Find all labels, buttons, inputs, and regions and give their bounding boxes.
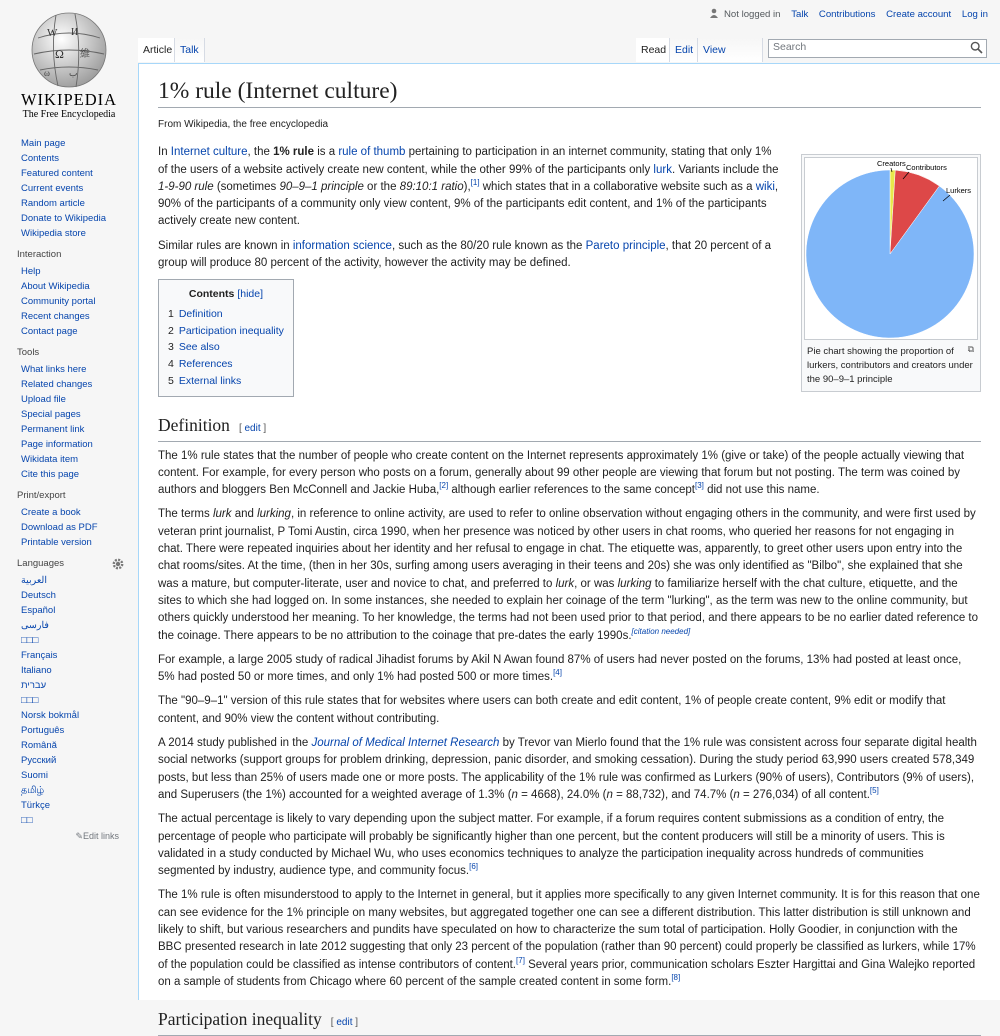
toc-label[interactable]: External links <box>178 374 242 387</box>
sidebar-item[interactable]: தமிழ் <box>21 785 45 796</box>
edit-section-link[interactable]: edit <box>244 422 261 434</box>
pie-label: Contributors <box>906 163 947 173</box>
sidebar <box>0 136 138 850</box>
text: The terms <box>158 508 213 521</box>
text: Several years prior, communication scholars Eszter Hargittai and Gina Walejko reported on a sample of students from Chicago where 60 percent of the sample created content in some form. <box>158 958 976 988</box>
text: , or was <box>574 577 618 590</box>
text: or the <box>363 180 400 193</box>
toc-number: 4 <box>168 358 174 371</box>
sidebar-item[interactable]: Featured content <box>21 168 93 179</box>
toc-title: Contents <box>188 288 235 301</box>
contributions-link[interactable]: Contributions <box>818 9 876 20</box>
svg-text:Ω: Ω <box>55 47 64 61</box>
sidebar-item[interactable]: Français <box>21 650 58 661</box>
sidebar-item[interactable]: Wikipedia store <box>21 228 86 239</box>
sidebar-item[interactable]: Suomi <box>21 770 48 781</box>
text: (sometimes <box>213 180 280 193</box>
sidebar-item[interactable]: Deutsch <box>21 590 56 601</box>
enlarge-icon[interactable]: ⧉ <box>967 344 974 355</box>
figure-caption <box>804 340 978 389</box>
sidebar-item[interactable]: עברית <box>21 680 47 691</box>
search-placeholder: Search <box>773 41 807 53</box>
sidebar-item[interactable]: Contact page <box>21 326 78 337</box>
lurk-link[interactable]: lurk <box>653 163 672 176</box>
edit-section-link[interactable]: edit <box>336 1017 353 1029</box>
user-icon <box>709 8 719 18</box>
sidebar-item[interactable]: Printable version <box>21 537 92 548</box>
toc-number: 2 <box>168 324 174 337</box>
sidebar-item[interactable]: Donate to Wikipedia <box>21 213 107 224</box>
puzzle-globe-icon <box>30 10 108 90</box>
citation-link[interactable]: [7] <box>516 955 525 965</box>
talk-link[interactable]: Talk <box>791 9 809 20</box>
personal-tools <box>709 8 988 20</box>
text: The "90–9–1" version of this rule states that for websites where users can both create and edit content, 1% of people create content, 9% edit or modify that content, and 90% view the content without contributing. <box>158 695 946 725</box>
text: The 1% rule is often misunderstood to apply to the Internet in general, but it applies more specifically to any given Internet community. It is for this reason that one can see evidence for the 1% principle on many websites, but aggregated together one can see a different distribution. This latter distribution is still unknown and likely to shift, but various researchers and pundits have speculated on how to characterize the sum total of participation. Holly Goodier, in conjunction with the BBC presented research in late 2012 suggesting that only 23 percent of the population (rather than 90 percent) could properly be classified as lurkers, while 17% of the population could be classified as intense contributors of content. <box>158 889 980 971</box>
misunderstood-paragraph <box>158 887 981 991</box>
text: = 276,034) of all content. <box>739 788 870 801</box>
journal-link[interactable]: Journal of Medical Internet Research <box>311 737 500 750</box>
sidebar-item[interactable]: About Wikipedia <box>21 281 90 292</box>
page-title: 1% rule (Internet culture) <box>158 76 981 108</box>
pareto-principle-link[interactable]: Pareto principle <box>585 239 666 252</box>
pencil-icon: ✎ <box>75 831 83 841</box>
italic-n: n <box>511 788 518 801</box>
table-of-contents <box>158 279 294 396</box>
toc-label[interactable]: Definition <box>178 308 223 321</box>
text: pertaining to participation in an internet community, stating that only 1% of the users of a website actively create new content, while the other 99% of the participants only <box>158 146 772 176</box>
tab-view-history[interactable]: View <box>698 38 763 62</box>
edit-links-label: Edit links <box>82 831 119 841</box>
tab-read[interactable]: Read <box>636 38 670 62</box>
toc-item[interactable] <box>168 373 284 390</box>
italic-term: 89:10:1 ratio <box>399 180 464 193</box>
search-icon[interactable] <box>970 41 983 54</box>
sidebar-item[interactable]: فارسی <box>21 620 49 631</box>
text: did not use this name. <box>703 484 820 497</box>
text: ), <box>463 180 471 193</box>
sidebar-item[interactable]: Română <box>21 740 57 751</box>
text: , such as the 80/20 rule known as the <box>391 239 586 252</box>
section-edit: [ edit ] <box>238 422 267 434</box>
text: , 90% of the participants of a community only view content, 9% of the participants edit content, and 1% of the participants actively create new content. <box>158 180 779 228</box>
toc-label[interactable]: References <box>178 358 233 371</box>
sidebar-item[interactable]: Norsk bokmål <box>21 710 80 721</box>
text: = 4668), 24.0% ( <box>517 788 607 801</box>
sidebar-item[interactable]: Download as PDF <box>21 522 98 533</box>
sidebar-item[interactable]: Community portal <box>21 296 96 307</box>
log-in-link[interactable]: Log in <box>961 9 988 20</box>
toc-hide-toggle[interactable]: [hide] <box>237 288 263 301</box>
text: In <box>158 146 171 159</box>
information-science-link[interactable]: information science <box>292 239 392 252</box>
sidebar-item[interactable]: □□□ <box>21 635 39 646</box>
sidebar-item[interactable]: □□ <box>21 815 33 826</box>
nav-print <box>17 490 138 550</box>
sidebar-item[interactable]: Random article <box>21 198 85 209</box>
internet-culture-link[interactable]: Internet culture <box>170 146 248 159</box>
pie-label: Lurkers <box>946 186 972 196</box>
sidebar-item[interactable]: Español <box>21 605 56 616</box>
sidebar-item[interactable]: □□□ <box>21 695 39 706</box>
search-input[interactable] <box>768 39 987 58</box>
citation-link[interactable]: [1] <box>470 178 480 188</box>
create-account-link[interactable]: Create account <box>886 9 952 20</box>
jihadist-forums-paragraph <box>158 652 981 687</box>
toc-number: 1 <box>168 308 174 321</box>
definition-paragraph <box>158 448 981 500</box>
wiki-link[interactable]: wiki <box>755 180 775 193</box>
text: A 2014 study published in the <box>158 737 312 750</box>
toc-number: 5 <box>168 374 174 387</box>
italic-term: 1-9-90 rule <box>158 180 214 193</box>
tab-edit[interactable]: Edit <box>670 38 698 62</box>
edit-links[interactable] <box>17 831 119 842</box>
svg-text:ω: ω <box>44 68 50 78</box>
toc-label[interactable]: See also <box>178 341 220 354</box>
article-content <box>138 63 1000 1030</box>
text: The 1% rule states that the number of people who create content on the Internet represents approximately 1% (give or take) of the people actually viewing that content. For example, for every person who posts on a forum, generally about 99 other people are viewing that forum but not posting. The term was coined by authors and bloggers Ben McConnell and Jackie Huba, <box>158 449 965 497</box>
text: = 88,732), and 74.7% ( <box>612 788 734 801</box>
text: to familiarize herself with the chat culture, etiquette, and the sites to which she had logged on. In some instances, she needed to explain her coinage of the term "lurking", as the term was new to the online community, but others quickly understood her meaning. To her knowledge, the terms had not been used prior to that period, and there appears to be no earlier dated reference to the coinage. There appears to be no attribution to the coinage that pre-dates the early 1990s. <box>158 577 979 642</box>
sidebar-item[interactable]: Help <box>21 266 41 277</box>
sidebar-item[interactable]: Русский <box>21 755 57 766</box>
wikipedia-wordmark: WIKIPEDIA <box>20 90 118 109</box>
interaction-heading: Interaction <box>17 249 62 260</box>
citation-link[interactable]: [3] <box>694 481 704 491</box>
participation-heading <box>158 1007 981 1036</box>
svg-text:ب: ب <box>69 68 78 78</box>
pie-chart[interactable] <box>804 157 978 340</box>
text: by Trevor van Mierlo found that the 1% rule was consistent across four separate digital health social networks (support groups for problem drinking, depression, panic disorder, and smoking cessation). During the study period 63,990 users created 578,349 posts, but less than 25% of users made one or more posts. The applicability of the 1% rule was confirmed as Lurkers (90% of users), Contributors (9% of users), and Superusers (the 1%) accounted for a weighted average of 1.3% ( <box>158 737 977 801</box>
sidebar-item[interactable]: Page information <box>21 439 93 450</box>
italic-term: lurk <box>212 508 232 521</box>
text: , in reference to online activity, are used to refer to online observation without engaging others in the community, and were first used by veteran print journalist, P Tomi Austin, circa 1990, when her presence was noticed by other users in chat rooms, who queried her reasons for not engaging in chat. There were repeated inquiries about her identity and her refusal to engage in chat. The etiquette was, apparently, to greet other users upon entry into the chat rooms/sites. At the time, (then in her 30s, surfing among users averaging in their teens and 20s) she was only identified as "Bilbo", she explained that she was a mature, but computer-literate, user and novice to chat, and preferred to <box>158 508 976 590</box>
sidebar-item[interactable]: Permanent link <box>21 424 85 435</box>
italic-term: lurking <box>257 508 291 521</box>
svg-text:И: И <box>71 27 79 38</box>
wikipedia-tagline: The Free Encyclopedia <box>22 109 116 120</box>
sidebar-item[interactable]: Italiano <box>21 665 52 676</box>
percentage-paragraph <box>158 811 981 880</box>
text: For example, a large 2005 study of radical Jihadist forums by Akil N Awan found 87% of users had never posted on the forums, 13% had posted at least once, 5% had posted 50 or more times, and only 1% had posted 500 or more times. <box>158 653 962 684</box>
sidebar-item[interactable]: Current events <box>21 183 84 194</box>
version-paragraph <box>158 693 981 728</box>
study-paragraph <box>158 735 981 804</box>
citation-link[interactable]: [4] <box>553 668 562 678</box>
pie-chart-svg <box>805 158 979 339</box>
heading-text: Definition <box>158 414 230 435</box>
sidebar-item[interactable]: Special pages <box>21 409 81 420</box>
text: is a <box>314 146 339 159</box>
nav-languages <box>17 558 138 842</box>
rule-of-thumb-link[interactable]: rule of thumb <box>338 146 406 159</box>
toc-item[interactable] <box>168 339 284 356</box>
sidebar-item[interactable]: Recent changes <box>21 311 90 322</box>
sidebar-item[interactable]: Contents <box>21 153 60 164</box>
sidebar-item[interactable]: Create a book <box>21 507 81 518</box>
sidebar-item[interactable]: العربية <box>21 575 47 586</box>
not-logged-in-label: Not logged in <box>723 9 781 20</box>
text: Similar rules are known in <box>158 239 293 252</box>
sidebar-item[interactable]: Wikidata item <box>21 454 79 465</box>
toc-label[interactable]: Participation inequality <box>178 324 284 337</box>
toc-item[interactable] <box>168 306 284 323</box>
citation-link[interactable]: [5] <box>869 786 879 796</box>
text: The actual percentage is likely to vary depending upon the subject matter. For example, if a forum requires content submissions as a condition of entry, the percentage of people who participate will probably be significantly higher than one percent, but the content producers will still be a minority of users. This is validated in a study conducted by Michael Wu, who uses economics techniques to analyze the participation inequality across hundreds of communities segmented by industry, audience type, and community focus. <box>158 813 945 878</box>
sidebar-item[interactable]: Related changes <box>21 379 93 390</box>
tab-talk[interactable]: Talk <box>175 38 205 62</box>
italic-term: 90–9–1 principle <box>279 180 364 193</box>
site-subtitle: From Wikipedia, the free encyclopedia <box>158 119 329 130</box>
tools-heading: Tools <box>17 347 40 358</box>
bold-term: 1% rule <box>273 146 315 159</box>
figure-caption-text: Pie chart showing the proportion of lurkers, contributors and creators under the 90–9–1 principle <box>807 346 973 386</box>
nav-tools <box>17 347 138 482</box>
citation-link[interactable]: [2] <box>439 481 449 491</box>
tab-article[interactable]: Article <box>138 38 175 62</box>
toc-item[interactable] <box>168 356 284 373</box>
nav-interaction <box>17 249 138 339</box>
lurking-paragraph <box>158 506 981 644</box>
gear-icon[interactable] <box>112 558 124 570</box>
sidebar-item[interactable]: Cite this page <box>21 469 80 480</box>
heading-text: Participation inequality <box>158 1009 322 1030</box>
citation-link[interactable]: [6] <box>469 862 479 872</box>
wikipedia-logo[interactable] <box>0 0 138 128</box>
svg-text:維: 維 <box>80 49 90 60</box>
italic-n: n <box>606 788 613 801</box>
sidebar-item[interactable]: What links here <box>21 364 87 375</box>
text: which states that in a collaborative website such as a <box>479 180 756 193</box>
text: although earlier references to the same concept <box>448 484 695 497</box>
italic-term: lurk <box>555 577 575 590</box>
pie-slice-lurkers <box>806 170 974 338</box>
sidebar-item[interactable]: Main page <box>21 138 66 149</box>
toc-number: 3 <box>168 341 174 354</box>
definition-heading <box>158 413 981 442</box>
sidebar-item[interactable]: Português <box>21 725 65 736</box>
sidebar-item[interactable]: Türkçe <box>21 800 51 811</box>
section-edit: [ edit ] <box>330 1017 359 1029</box>
citation-needed-link[interactable]: [citation needed] <box>631 626 691 636</box>
svg-text:W: W <box>47 27 58 39</box>
figure-thumbnail <box>801 154 981 392</box>
italic-n: n <box>733 788 740 801</box>
text: . Variants include the <box>671 163 779 176</box>
pie-label: Creators <box>877 159 906 169</box>
citation-link[interactable]: [8] <box>671 973 681 983</box>
nav-main <box>17 136 138 241</box>
italic-term: lurking <box>617 577 652 590</box>
sidebar-item[interactable]: Upload file <box>21 394 66 405</box>
text: , the <box>247 146 274 159</box>
text: , that 20 percent of a group will produce 80 percent of the activity, however the activity may be defined. <box>158 239 772 270</box>
toc-item[interactable] <box>168 323 284 340</box>
print-heading: Print/export <box>17 490 66 501</box>
text: and <box>231 508 258 521</box>
languages-heading: Languages <box>17 558 65 569</box>
